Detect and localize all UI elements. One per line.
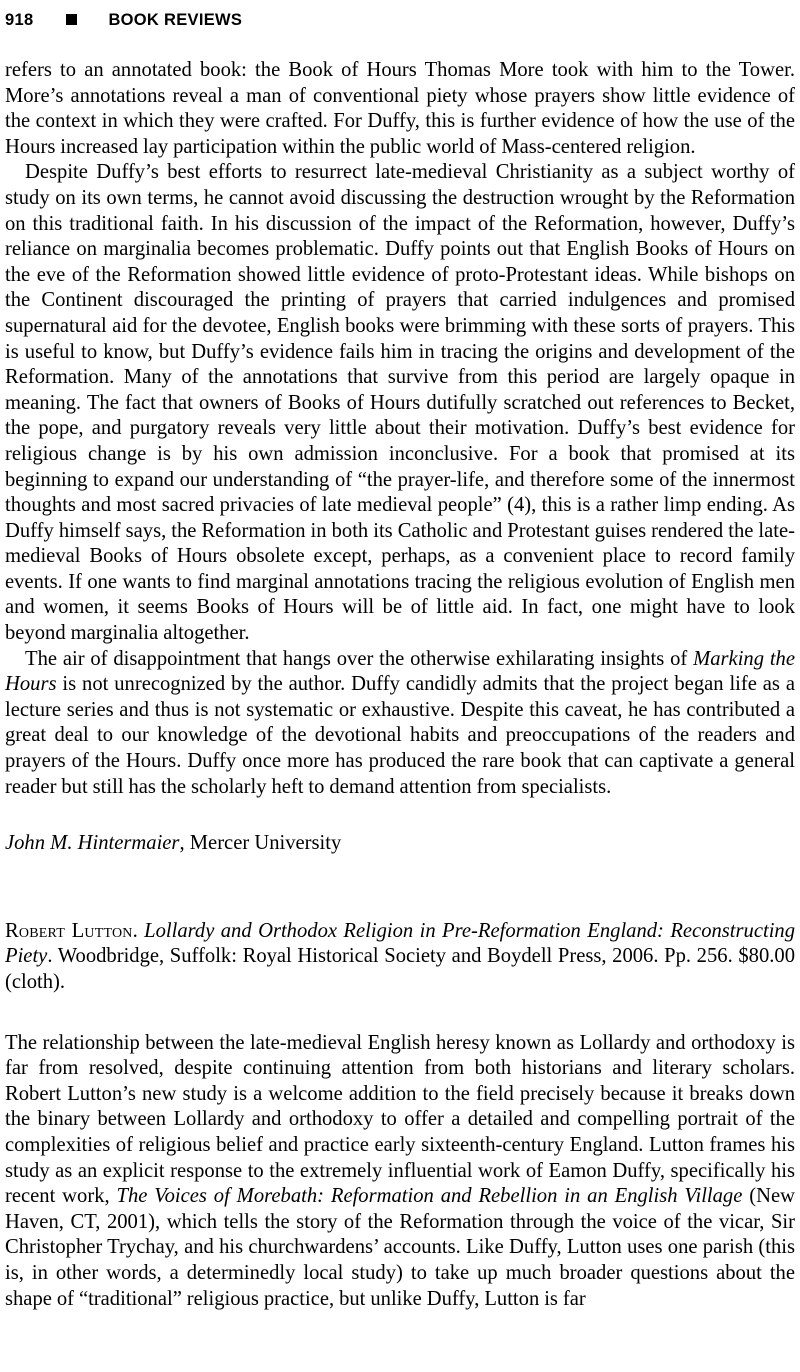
book-title-italic: Marking the Hours (5, 647, 795, 696)
book-imprint: . Woodbridge, Suffolk: Royal Historical Society and Boydell Press, 2006. Pp. 256. $80.00 (cloth). (5, 945, 795, 993)
paragraph (5, 647, 795, 801)
running-head-title: BOOK REVIEWS (108, 10, 243, 29)
page-number: 918 (5, 10, 34, 29)
book-author: Robert Lutton (5, 919, 133, 942)
running-head (5, 0, 795, 37)
paragraph (5, 160, 795, 646)
filled-square-icon (66, 14, 77, 25)
review-two-heading (5, 857, 795, 996)
review-one-body (5, 58, 795, 857)
book-author-punctuation: . (132, 919, 145, 942)
paragraph-run: The air of disappointment that hangs over the otherwise exhilarating insights of (25, 647, 694, 670)
reviewer-affiliation: , Mercer University (179, 832, 342, 855)
paragraph (5, 58, 795, 160)
paragraph-run: The relationship between the late-medieval English heresy known as Lollardy and orthodoxy is far from resolved, despite continuing attention from both historians and literary scholars. Robert Lutton’s new study is a welcome addition to the field precisely because it breaks down the binary between Lollardy and orthodoxy to offer a detailed and compelling portrait of the complexities of religious belief and practice early sixteenth-century England. Lutton frames his study as an explicit response to the extremely influential work of Eamon Duffy, specifically his recent work, (5, 1031, 795, 1208)
book-title-italic: The Voices of Morebath: Reformation and Rebellion in an English Village (116, 1185, 743, 1208)
paragraph-run: Despite Duffy’s best efforts to resurrect late-medieval Christianity as a subject worthy of study on its own terms, he cannot avoid discussing the destruction wrought by the Reformation on this traditional faith. In his discussion of the impact of the Reformation, however, Duffy’s reliance on marginalia becomes problematic. Duffy points out that English Books of Hours on the eve of the Reformation showed little evidence of proto-Protestant ideas. While bishops on the Continent discouraged the printing of prayers that carried indulgences and promised supernatural aid for the devotee, English books were brimming with these sorts of prayers. This is useful to know, but Duffy’s evidence fails him in tracing the origins and development of the Reformation. Many of the annotations that survive from this period are largely opaque in meaning. The fact that owners of Books of Hours dutifully scratched out references to Becket, the pope, and purgatory reveals very little about their motivation. Duffy’s best evidence for religious change is by his own admission inconclusive. For a book that promised at its beginning to expand our understanding of “the prayer-life, and therefore some of the innermost thoughts and most sacred privacies of late medieval people” (4), this is a rather limp ending. As Duffy himself says, the Reformation in both its Catholic and Protestant guises rendered the late-medieval Books of Hours obsolete except, perhaps, as a convenient place to record family events. If one wants to find marginal annotations tracing the religious evolution of English men and women, it seems Books of Hours will be of little aid. In fact, one might have to look beyond marginalia altogether. (5, 161, 795, 645)
paragraph-run: refers to an annotated book: the Book of Hours Thomas More took with him to the Tower. More’s annotations reveal a man of conventional piety whose prayers show little evidence of the context in which they were crafted. For Duffy, this is further evidence of how the use of the Hours increased lay participation within the public world of Mass-centered religion. (5, 59, 795, 158)
paragraph (5, 1031, 795, 1313)
reviewer-byline (5, 800, 795, 857)
paragraph-run: (New Haven, CT, 2001), which tells the story of the Reformation through the voice of the vicar, Sir Christopher Trychay, and his churchwardens’ accounts. Like Duffy, Lutton uses one parish (this is, in other words, a determinedly local study) to take up much broader questions about the shape of “traditional” religious practice, but unlike Duffy, Lutton is far (5, 1185, 795, 1310)
reviewer-name: John M. Hintermaier (5, 832, 180, 855)
paragraph-run: is not unrecognized by the author. Duffy candidly admits that the project began life as a lecture series and thus is not systematic or exhaustive. Despite this caveat, he has contributed a great deal to our knowledge of the devotional habits and preoccupations of the readers and prayers of the Hours. Duffy once more has produced the rare book that can captivate a general reader but still has the scholarly heft to demand attention from specialists. (5, 673, 795, 798)
book-title: Lollardy and Orthodox Religion in Pre-Reformation England: Reconstructing Piety (5, 919, 796, 968)
review-two-body (5, 996, 795, 1313)
